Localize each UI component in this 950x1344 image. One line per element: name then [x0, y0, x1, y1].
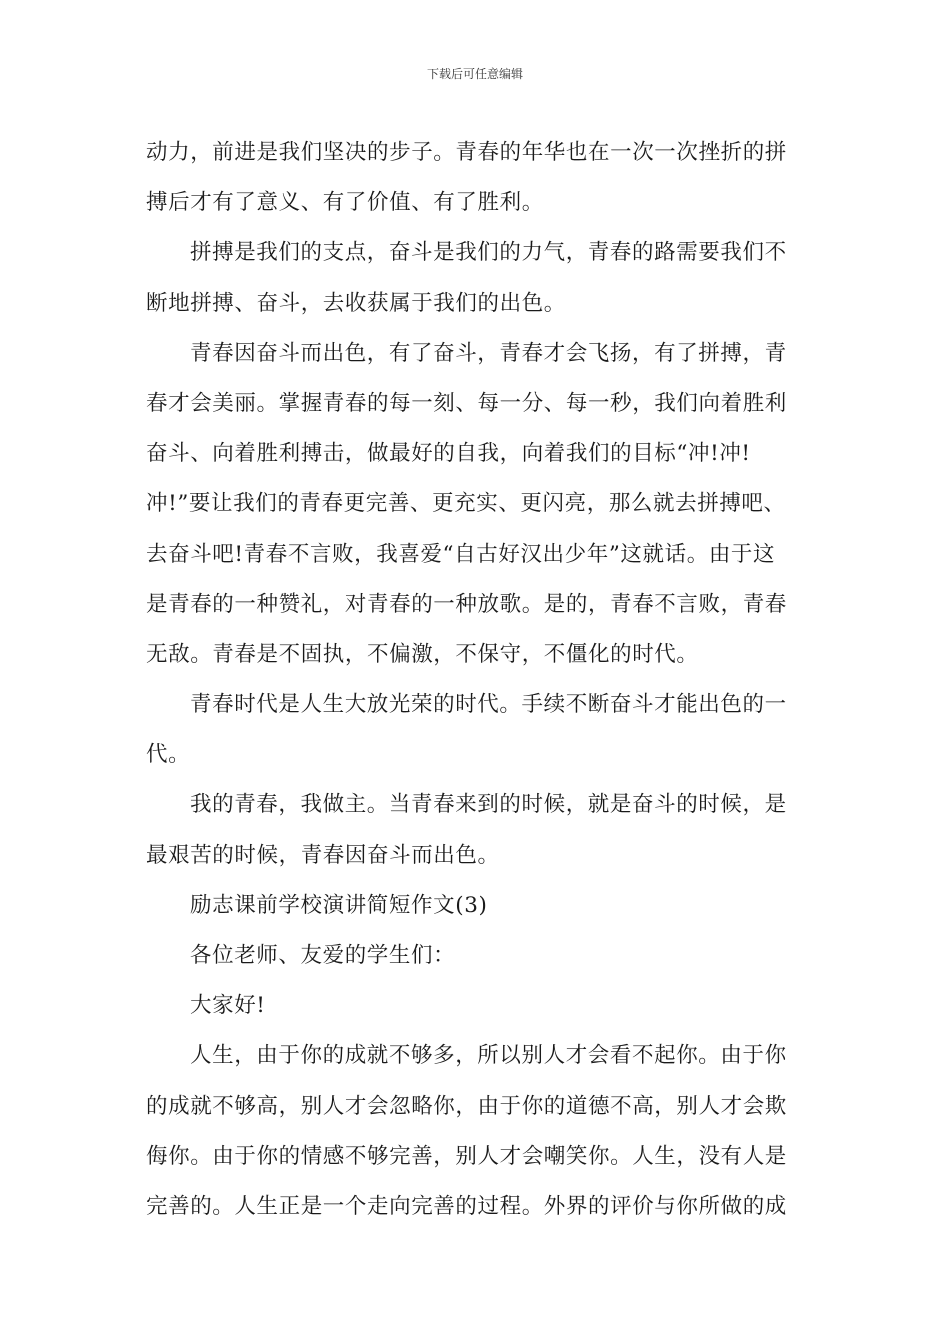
paragraph — [146, 228, 804, 328]
text-line: 拼搏是我们的支点，奋斗是我们的力气，青春的路需要我们不 — [190, 240, 787, 266]
paragraph — [146, 1031, 804, 1232]
text-line: 断地拼搏、奋斗，去收获属于我们的出色。 — [146, 290, 566, 316]
paragraph — [146, 881, 804, 931]
text-line: 青春时代是人生大放光荣的时代。手续不断奋斗才能出色的一 — [190, 692, 787, 718]
paragraph — [146, 329, 804, 680]
text-line: 春才会美丽。掌握青春的每一刻、每一分、每一秒，我们向着胜利 — [146, 390, 787, 416]
text-line: 青春因奋斗而出色，有了奋斗，青春才会飞扬，有了拼搏，青 — [190, 340, 787, 366]
text-line: 搏后才有了意义、有了价值、有了胜利。 — [146, 190, 544, 216]
paragraph — [146, 981, 804, 1031]
text-line: 冲!”要让我们的青春更完善、更充实、更闪亮，那么就去拼搏吧、 — [146, 491, 786, 517]
text-line: 奋斗、向着胜利搏击，做最好的自我，向着我们的目标“冲!冲! — [146, 441, 751, 467]
text-line: 无敌。青春是不固执，不偏激，不保守，不僵化的时代。 — [146, 641, 699, 667]
text-line: 侮你。由于你的情感不够完善，别人才会嘲笑你。人生，没有人是 — [146, 1143, 787, 1169]
document-body — [146, 128, 804, 1232]
text-line: 代。 — [146, 742, 191, 768]
paragraph — [146, 680, 804, 780]
paragraph — [146, 128, 804, 228]
page-header: 下载后可任意编辑 — [426, 67, 523, 81]
text-line: 动力，前进是我们坚决的步子。青春的年华也在一次一次挫折的拼 — [146, 140, 787, 165]
text-line: 大家好! — [190, 993, 266, 1019]
text-line: 完善的。人生正是一个走向完善的过程。外界的评价与你所做的成 — [146, 1193, 787, 1219]
text-line: 的成就不够高，别人才会忽略你，由于你的道德不高，别人才会欺 — [146, 1093, 787, 1119]
paragraph — [146, 931, 804, 981]
text-line: 最艰苦的时候，青春因奋斗而出色。 — [146, 842, 500, 868]
text-line: 人生，由于你的成就不够多，所以别人才会看不起你。由于你 — [190, 1043, 787, 1069]
text-line: 是青春的一种赞礼，对青春的一种放歌。是的，青春不言败，青春 — [146, 591, 787, 617]
text-line: 各位老师、友爱的学生们： — [190, 943, 456, 968]
paragraph — [146, 780, 804, 880]
text-line: 去奋斗吧!青春不言败，我喜爱“自古好汉出少年”这就话。由于这 — [146, 541, 776, 567]
text-line: 我的青春，我做主。当青春来到的时候，就是奋斗的时候，是 — [190, 792, 787, 818]
text-line: 励志课前学校演讲简短作文(3) — [190, 892, 488, 918]
